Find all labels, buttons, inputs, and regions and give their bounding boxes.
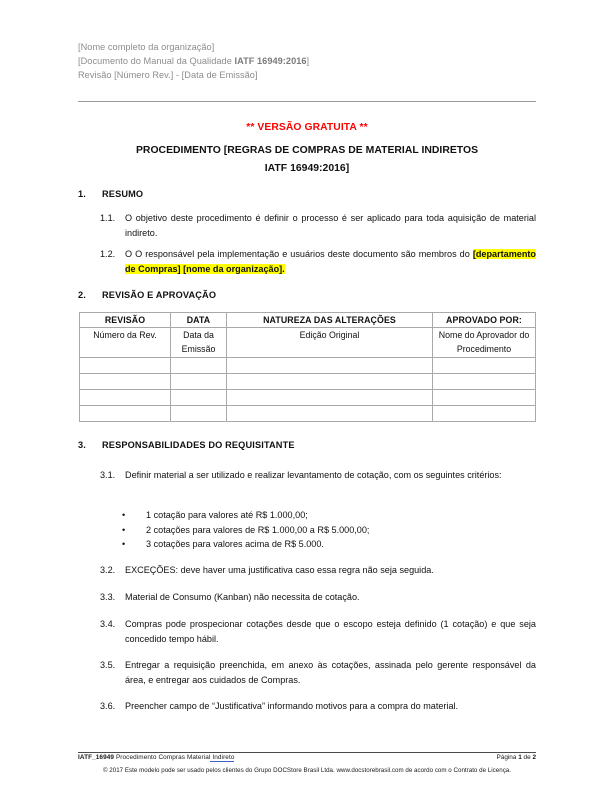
clause-3-1-text: Definir material a ser utilizado e realizar levantamento de cotação, com os seguintes critérios: (125, 470, 502, 480)
footer-doc-code: IATF_16949 (78, 754, 115, 761)
section-3-title: RESPONSABILIDADES DO REQUISITANTE (102, 440, 295, 450)
header-line-revision: Revisão [Número Rev.] - [Data de Emissão] (78, 70, 258, 81)
header-line-document (78, 54, 536, 68)
list-item-label: 3 cotações para valores acima de R$ 5.000. (146, 539, 324, 550)
section-1-heading (78, 189, 536, 199)
table-cell-empty (80, 405, 171, 421)
section-3-item-6 (78, 699, 536, 714)
bullet-icon: • (122, 539, 126, 550)
clause-3-6-text: Preencher campo de “Justificativa” informando motivos para a compra do material. (125, 701, 459, 711)
list-item-label: 2 cotações para valores de R$ 1.000,00 a R$ 5.000,00; (146, 524, 370, 535)
footer-copyright: © 2017 Este modelo pode ser usado pelos clientes do Grupo DOCStore Brasil Ltda. www.docstorebrasil.com de acordo com o Contrato de Licença. (102, 767, 512, 774)
header-doc-standard: IATF 16949:2016 (234, 56, 307, 67)
table-cell-revisao: Número da Rev. (80, 328, 171, 357)
table-cell-empty (227, 405, 433, 421)
table-cell-empty (80, 357, 171, 373)
table-cell-empty (433, 357, 536, 373)
bullet-icon: • (122, 524, 126, 535)
page-label-pre: Página (496, 754, 519, 761)
table-row (80, 389, 536, 405)
list-item (78, 537, 536, 552)
section-1-title: RESUMO (102, 189, 144, 199)
page-title-line1: PROCEDIMENTO [REGRAS DE COMPRAS DE MATERIAL INDIRETOS (135, 145, 479, 156)
table-cell-empty (80, 373, 171, 389)
list-item-label: 1 cotação para valores até R$ 1.000,00; (146, 510, 308, 520)
table-cell-empty (171, 357, 227, 373)
page-title (78, 142, 536, 177)
clause-3-2-text: EXCEÇÕES: deve haver uma justificativa caso essa regra não seja seguida. (125, 565, 434, 575)
section-1 (78, 189, 536, 199)
table-cell-empty (227, 357, 433, 373)
clause-1-2-number: 1.2. (100, 249, 116, 259)
page-label-mid: de (521, 754, 533, 761)
clause-3-2-number: 3.2. (100, 565, 116, 575)
table-col-header-natureza: NATUREZA DAS ALTERAÇÕES (227, 313, 433, 328)
clause-3-4-text: Compras pode prospecionar cotações desde que o escopo esteja definido (1 cotação) e que seja concedido tempo hábil. (125, 619, 536, 644)
section-2-heading (78, 290, 536, 300)
header-divider (78, 101, 536, 102)
clause-3-5 (78, 658, 536, 687)
section-2-number: 2. (78, 290, 86, 300)
clause-3-5-number: 3.5. (100, 660, 116, 670)
section-3-item-2 (78, 563, 536, 578)
table-cell-empty (171, 405, 227, 421)
table-cell-empty (227, 389, 433, 405)
table-cell-empty (227, 373, 433, 389)
quotation-rules-list (78, 508, 536, 552)
clause-3-6 (78, 699, 536, 714)
section-3-number: 3. (78, 440, 86, 450)
section-2 (78, 290, 536, 300)
section-2-title: REVISÃO E APROVAÇÃO (102, 290, 217, 300)
free-version-banner: ** VERSÃO GRATUITA ** (246, 122, 368, 133)
revision-table (79, 312, 536, 422)
table-col-header-data: DATA (171, 313, 227, 328)
section-3-item-5 (78, 658, 536, 687)
section-3-item-4 (78, 617, 536, 646)
clause-1-2-text: O O responsável pela implementação e usuários deste documento são membros do (125, 249, 473, 259)
section-3 (78, 440, 536, 450)
table-cell-natureza: Edição Original (227, 328, 433, 357)
page-title-line2: IATF 16949:2016] (264, 162, 350, 174)
clause-3-3-text: Material de Consumo (Kanban) não necessita de cotação. (125, 592, 360, 602)
header-doc-pre: [Documento do Manual da Qualidade (78, 56, 235, 67)
footer-top-row (78, 754, 536, 765)
table-cell-empty (433, 373, 536, 389)
list-item (78, 523, 536, 538)
clause-3-1-number: 3.1. (100, 470, 116, 480)
table-cell-empty (433, 405, 536, 421)
bullet-icon: • (122, 510, 126, 520)
table-header-row (80, 313, 536, 328)
page-number (497, 754, 536, 761)
table-col-header-revisao: REVISÃO (80, 313, 171, 328)
table-cell-aprovado: Nome do Aprovador do Procedimento (433, 328, 536, 357)
clause-3-1 (78, 468, 536, 483)
section-1-number: 1. (78, 189, 86, 199)
clause-3-6-number: 3.6. (100, 701, 116, 711)
clause-3-3-number: 3.3. (100, 592, 116, 602)
clause-3-4 (78, 617, 536, 646)
table-row (80, 373, 536, 389)
document-footer (78, 754, 536, 774)
page-total: 2 (532, 754, 536, 761)
clause-3-4-number: 3.4. (100, 619, 116, 629)
clause-1-1 (78, 211, 536, 240)
footer-divider (78, 752, 536, 753)
footer-document-id (78, 754, 234, 761)
clause-3-2 (78, 563, 536, 578)
clause-3-3 (78, 590, 536, 605)
section-1-item-1 (78, 211, 536, 240)
clause-1-1-text: O objetivo deste procedimento é definir o processo é ser aplicado para toda aquisição de material indireto. (125, 213, 536, 238)
section-3-heading (78, 440, 536, 450)
table-cell-data: Data da Emissão (171, 328, 227, 357)
list-item (78, 508, 536, 523)
table-col-header-aprovado: APROVADO POR: (433, 313, 536, 328)
table-row (80, 328, 536, 357)
clause-3-5-text: Entregar a requisição preenchida, em anexo às cotações, assinada pelo gerente responsável da área, e entregar aos cuidados de Compras. (125, 660, 536, 685)
page-current: 1 (518, 754, 522, 761)
table-row (80, 357, 536, 373)
table-cell-empty (433, 389, 536, 405)
header-line-organization: [Nome completo da organização] (78, 42, 215, 52)
section-1-item-2 (78, 247, 536, 276)
table-cell-empty (80, 389, 171, 405)
title-block (78, 120, 536, 177)
document-header (78, 40, 536, 83)
section-3-item-1 (78, 468, 536, 483)
section-3-item-3 (78, 590, 536, 605)
clause-1-2 (78, 247, 536, 276)
footer-doc-name: Procedimento Compras Material (114, 754, 211, 761)
clause-1-1-number: 1.1. (100, 213, 116, 223)
table-cell-empty (171, 389, 227, 405)
table-cell-empty (171, 373, 227, 389)
footer-doc-name-misspelled: Indireto (210, 754, 235, 761)
clause-1-2-highlight: [departamento de Compras] [nome da organização]. (125, 249, 536, 274)
table-row (80, 405, 536, 421)
header-doc-post: ] (306, 56, 310, 67)
